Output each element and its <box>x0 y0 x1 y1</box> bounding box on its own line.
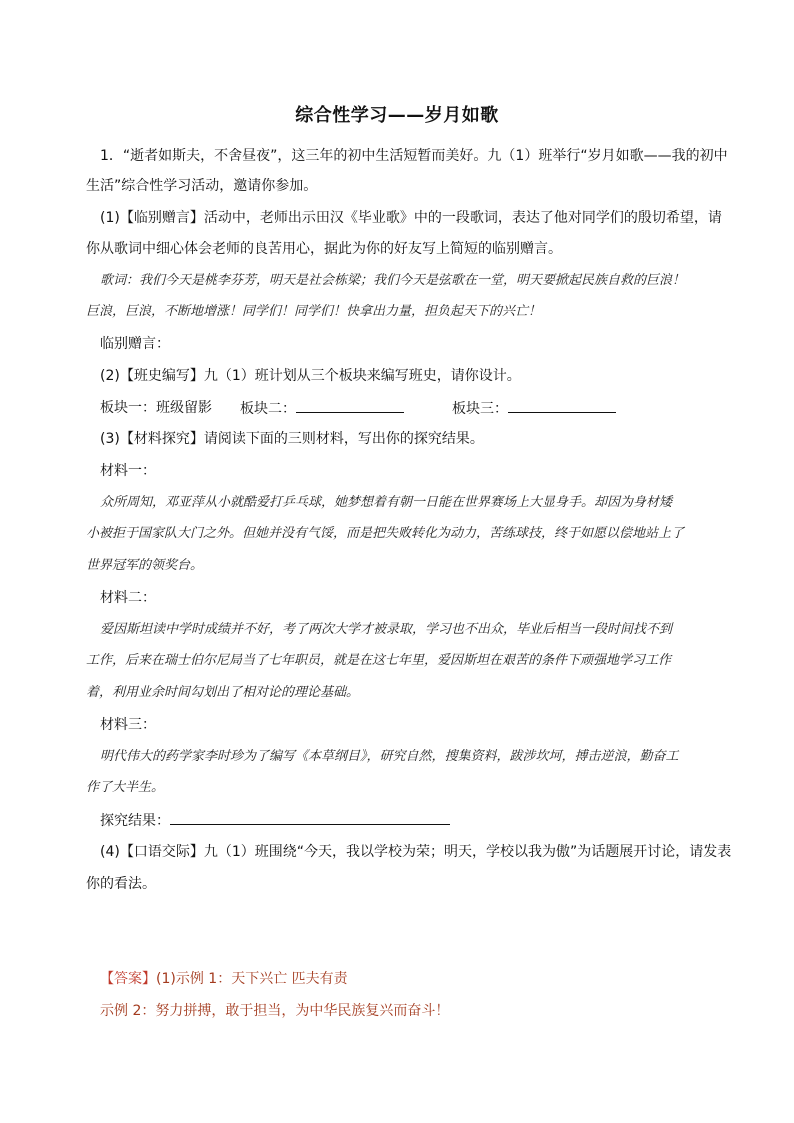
material-3-line-1: 明代伟大的药学家李时珍为了编写《本草纲目》，研究自然，搜集资料，跋涉坎坷，搏击逆浪，勤奋工 <box>100 749 679 764</box>
q3-result-label: 探究结果： <box>100 813 170 829</box>
answer-line-1 <box>100 969 348 989</box>
q1-lyrics-line-2: 巨浪，巨浪，不断地增涨！同学们！同学们！快拿出力量，担负起天下的兴亡！ <box>86 304 542 319</box>
material-1-line-1: 众所周知，邓亚萍从小就酷爱打乒乓球，她梦想着有朝一日能在世界赛场上大显身手。却因为身材矮 <box>100 495 673 510</box>
q2-block-1: 板块一：班级留影 <box>100 400 212 416</box>
answer-tag: 【答案】 <box>100 971 156 987</box>
material-2-label: 材料二： <box>100 590 156 606</box>
q2-block-2-blank[interactable] <box>296 398 404 413</box>
intro-line-1: 1．“逝者如斯夫，不舍昼夜”，这三年的初中生活短暂而美好。九（1）班举行“岁月如歌——我的初中 <box>100 148 728 164</box>
q1-line-2: 你从歌词中细心体会老师的良苦用心，据此为你的好友写上简短的临别赠言。 <box>86 241 562 257</box>
answer-example-1: (1)示例 1：天下兴亡 匹夫有责 <box>156 971 348 987</box>
answer-line-2: 示例 2：努力拼搏，敢于担当，为中华民族复兴而奋斗！ <box>100 1003 450 1019</box>
q2-block-3 <box>452 398 616 419</box>
material-2-line-3: 着，利用业余时间勾划出了相对论的理论基础。 <box>86 685 360 700</box>
q4-line-2: 你的看法。 <box>86 876 156 892</box>
q4-line-1: (4)【口语交际】九（1）班围绕“今天，我以学校为荣；明天，学校以我为傲”为话题展开讨论，请发表 <box>100 844 732 860</box>
q2-block-3-label: 板块三： <box>452 401 508 417</box>
q1-lyrics-line-1: 歌词：我们今天是桃李芬芳，明天是社会栋梁；我们今天是弦歌在一堂，明天要掀起民族自救的巨浪！ <box>100 273 686 288</box>
material-3-line-2: 作了大半生。 <box>86 780 165 795</box>
q1-answer-label: 临别赠言： <box>100 336 170 352</box>
intro-line-2: 生活”综合性学习活动，邀请你参加。 <box>86 178 318 194</box>
q3-result-blank[interactable] <box>170 810 450 825</box>
material-1-line-2: 小被拒于国家队大门之外。但她并没有气馁，而是把失败转化为动力，苦练球技，终于如愿以偿地站上了 <box>86 526 685 541</box>
q2-block-3-blank[interactable] <box>508 398 616 413</box>
material-1-label: 材料一： <box>100 463 156 479</box>
material-3-label: 材料三： <box>100 717 156 733</box>
q3-result <box>100 810 450 831</box>
material-2-line-1: 爱因斯坦读中学时成绩并不好，考了两次大学才被录取，学习也不出众，毕业后相当一段时间找不到 <box>100 622 673 637</box>
q2-block-2-label: 板块二： <box>240 401 296 417</box>
q2-block-2 <box>240 398 404 419</box>
page-title: 综合性学习——岁月如歌 <box>295 105 499 126</box>
q1-line-1: (1)【临别赠言】活动中，老师出示田汉《毕业歌》中的一段歌词，表达了他对同学们的殷切希望，请 <box>100 210 722 226</box>
material-1-line-3: 世界冠军的领奖台。 <box>86 558 204 573</box>
q2-line-1: (2)【班史编写】九（1）班计划从三个板块来编写班史，请你设计。 <box>100 368 521 384</box>
material-2-line-2: 工作，后来在瑞士伯尔尼局当了七年职员，就是在这七年里，爱因斯坦在艰苦的条件下顽强地学习工作 <box>86 653 672 668</box>
q3-line-1: (3)【材料探究】请阅读下面的三则材料，写出你的探究结果。 <box>100 431 484 447</box>
